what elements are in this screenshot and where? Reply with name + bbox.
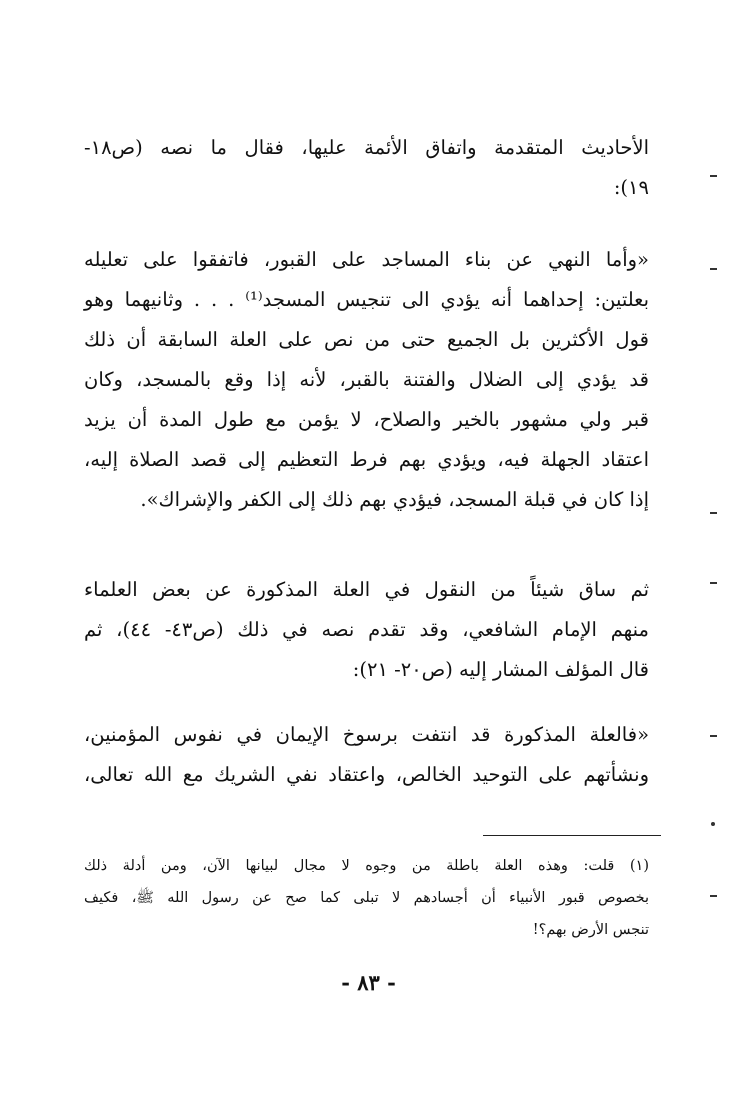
footnote (84, 850, 649, 946)
text-line: بعلتين: إحداهما أنه يؤدي الى تنجيس المسجد⁽¹⁾ . . . وثانيهما وهو (84, 288, 650, 311)
text-line: اعتقاد الجهلة فيه، ويؤدي بهم فرط التعظيم إلى قصد الصلاة إليه، (84, 448, 649, 471)
text-line: قد يؤدي إلى الضلال والفتنة بالقبر، لأنه إذا وقع بالمسجد، وكان (84, 368, 649, 391)
footnote-line: (١) قلت: وهذه العلة باطلة من وجوه لا مجال لبيانها الآن، ومن أدلة ذلك (84, 858, 649, 874)
margin-mark (710, 895, 717, 897)
margin-mark (710, 735, 717, 737)
paragraph-intro (84, 128, 649, 208)
margin-mark (710, 268, 717, 270)
footnote-line: تنجس الأرض بهم؟! (532, 922, 649, 938)
footnote-divider (483, 835, 661, 836)
text-line: ثم ساق شيئاً من النقول في العلة المذكورة عن بعض العلماء (84, 578, 649, 601)
text-line: «فالعلة المذكورة قد انتفت برسوخ الإيمان في نفوس المؤمنين، (84, 723, 649, 746)
margin-dot (711, 822, 715, 826)
text-line: قال المؤلف المشار إليه (ص٢٠- ٢١): (352, 658, 649, 681)
paragraph-quote-conclusion (84, 715, 649, 795)
margin-mark (710, 175, 717, 177)
text-line: قبر ولي مشهور بالخير والصلاح، لا يؤمن مع طول المدة أن يزيد (84, 408, 649, 431)
page-number: - ٨٣ - (341, 970, 396, 995)
paragraph-quote-reasons (84, 240, 649, 520)
text-line: «وأما النهي عن بناء المساجد على القبور، فاتفقوا على تعليله (84, 248, 649, 271)
paragraph-citations (84, 570, 649, 690)
margin-mark (710, 582, 717, 584)
text-line: ونشأتهم على التوحيد الخالص، واعتقاد نفي الشريك مع الله تعالى، (84, 763, 649, 786)
text-line: قول الأكثرين بل الجميع حتى من نص على العلة السابقة أن ذلك (84, 328, 649, 351)
margin-mark (710, 512, 717, 514)
text-line: إذا كان في قبلة المسجد، فيؤدي بهم ذلك إلى الكفر والإشراك». (140, 488, 649, 511)
text-line: منهم الإمام الشافعي، وقد تقدم نصه في ذلك (ص٤٣- ٤٤)، ثم (84, 618, 649, 641)
text-line: ١٩): (613, 176, 649, 199)
text-line: الأحاديث المتقدمة واتفاق الأئمة عليها، فقال ما نصه (ص١٨- (84, 136, 649, 159)
footnote-line: بخصوص قبور الأنبياء أن أجسادهم لا تبلى كما صح عن رسول الله ﷺ، فكيف (84, 890, 649, 906)
